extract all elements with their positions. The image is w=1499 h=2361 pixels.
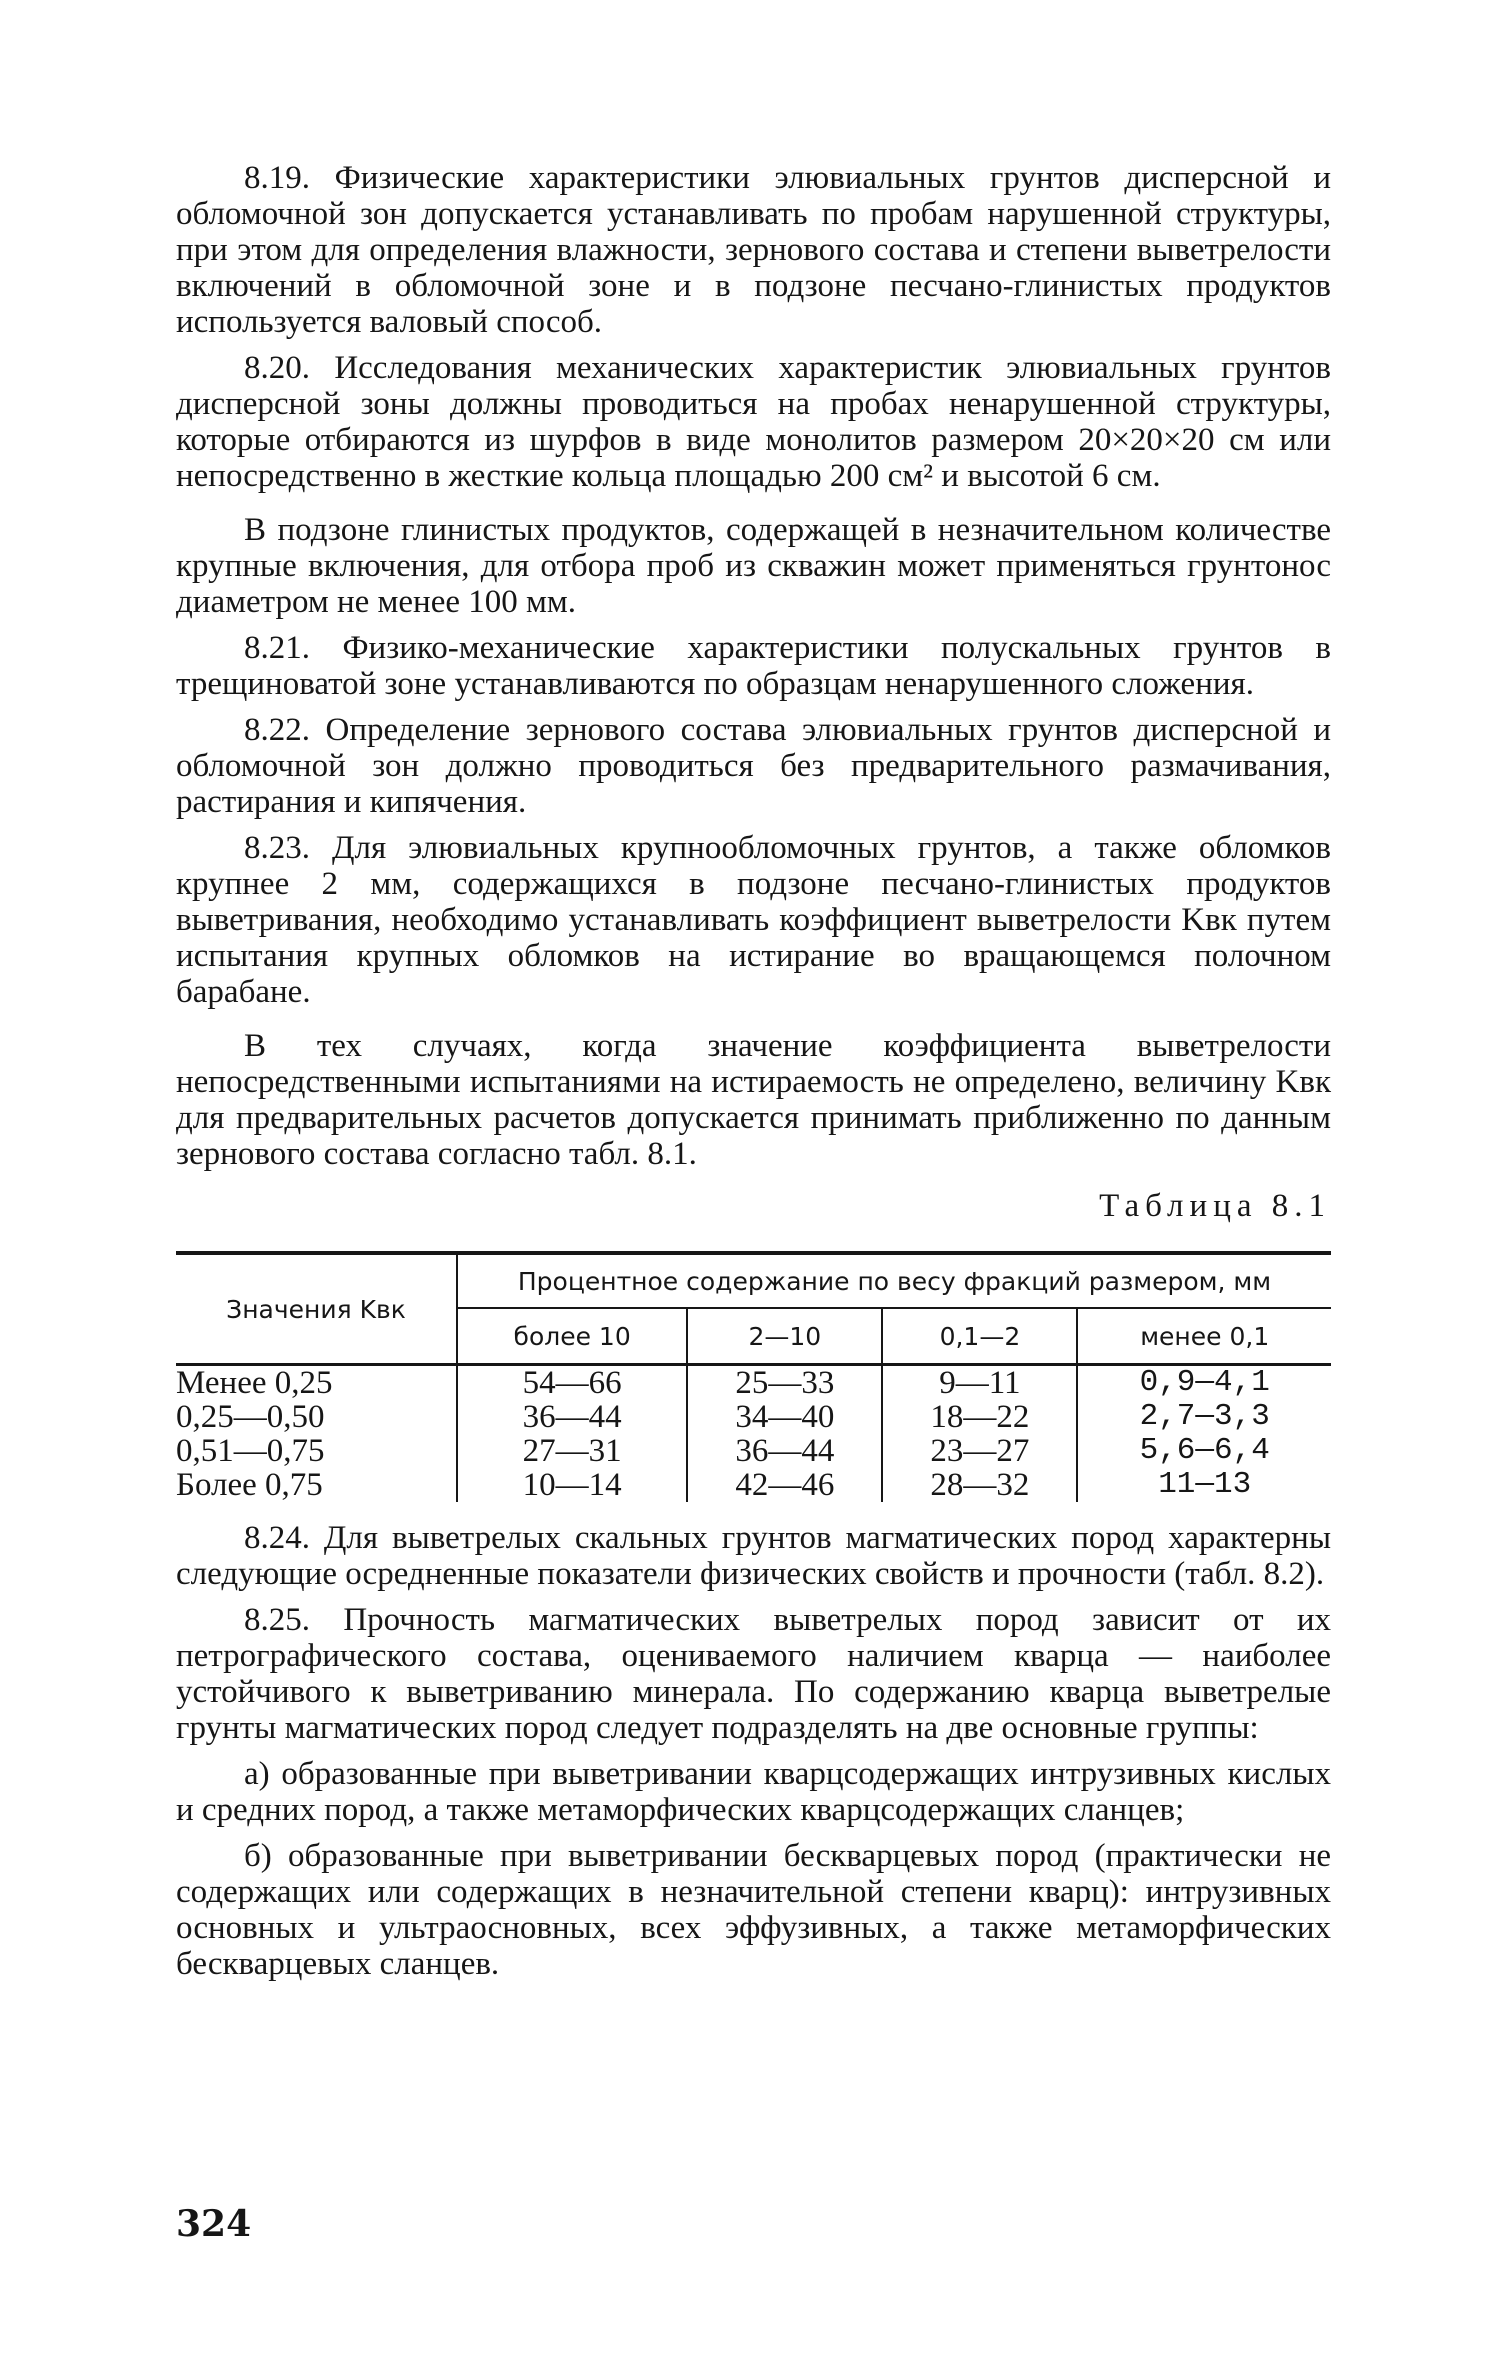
table-cell: 27—31 [522,1433,622,1469]
paragraph-8-19: 8.19. Физические характеристики элювиальных грунтов дисперсной и обломочной зон допускается устанавливать по пробам нарушенной структуры, при этом для определения влажности, зернового состава и степени выветрелости включений в обломочной зоне и в подзоне песчано-глинистых продуктов используется валовый способ. [176,160,1331,340]
paragraph-8-22: 8.22. Определение зернового состава элювиальных грунтов дисперсной и обломочной зон должно проводиться без предварительного размачивания, растирания и кипячения. [176,712,1331,820]
table-cell: 25—33 [735,1365,835,1401]
table-cell: 9—11 [939,1365,1021,1401]
header-fraction-content: Процентное содержание по весу фракций размером, мм [457,1253,1331,1308]
table-cell: 0,9—4,1 [1139,1365,1270,1400]
subheader-over-10: более 10 [457,1308,687,1365]
table-caption: Таблица 8.1 [1099,1188,1331,1224]
paragraph-8-24: 8.24. Для выветрелых скальных грунтов магматических пород характерны следующие осредненные показатели физических свойств и прочности (табл. 8.2). [176,1520,1331,1592]
table-cell: 2,7—3,3 [1139,1399,1270,1434]
subheader-under-0-1: менее 0,1 [1077,1308,1331,1365]
table-cell: 36—44 [735,1433,835,1469]
column-over-10 [457,1365,687,1503]
kvk-column [176,1365,457,1503]
table-cell: 36—44 [522,1399,622,1435]
table-cell: 10—14 [522,1467,622,1503]
row-label: 0,25—0,50 [176,1399,325,1435]
row-label: Менее 0,25 [176,1365,333,1401]
page-number: 324 [176,2203,252,2245]
table-8-1 [176,1251,1331,1502]
column-2-10 [687,1365,882,1503]
column-0-1-2 [882,1365,1077,1503]
table-cell: 28—32 [930,1467,1030,1503]
page-body [176,160,1331,1982]
table-cell: 5,6—6,4 [1139,1433,1270,1468]
subheader-0-1-2: 0,1—2 [882,1308,1077,1365]
table-cell: 34—40 [735,1399,835,1435]
paragraph-cases: В тех случаях, когда значение коэффициента выветрелости непосредственными испытаниями на истираемость не определено, величину Kвк для предварительных расчетов допускается принимать приближенно по данным зернового состава согласно табл. 8.1. [176,1028,1331,1172]
row-label: Более 0,75 [176,1467,323,1503]
paragraph-8-20: 8.20. Исследования механических характеристик элювиальных грунтов дисперсной зоны должны проводиться на пробах ненарушенной структуры, которые отбираются из шурфов в виде монолитов размером 20×20×20 см или непосредственно в жесткие кольца площадью 200 см² и высотой 6 см. [176,350,1331,494]
subheader-2-10: 2—10 [687,1308,882,1365]
paragraph-8-21: 8.21. Физико-механические характеристики полускальных грунтов в трещиноватой зоне устанавливаются по образцам ненарушенного сложения. [176,630,1331,702]
table-row [176,1365,1331,1503]
table-cell: 42—46 [735,1467,835,1503]
paragraph-8-23: 8.23. Для элювиальных крупнообломочных грунтов, а также обломков крупнее 2 мм, содержащихся в подзоне песчано-глинистых продуктов выветривания, необходимо устанавливать коэффициент выветрелости Kвк путем испытания крупных обломков на истирание во вращающемся полочном барабане. [176,830,1331,1010]
table-cell: 18—22 [930,1399,1030,1435]
paragraph-8-25: 8.25. Прочность магматических выветрелых пород зависит от их петрографического состава, оцениваемого наличием кварца — наиболее устойчивого к выветриванию минерала. По содержанию кварца выветрелые грунты магматических пород следует подразделять на две основные группы: [176,1602,1331,1746]
table-cell: 54—66 [522,1365,622,1401]
paragraph-subzone: В подзоне глинистых продуктов, содержащей в незначительном количестве крупные включения, для отбора проб из скважин может применяться грунтонос диаметром не менее 100 мм. [176,512,1331,620]
paragraph-group-b: б) образованные при выветривании бескварцевых пород (практически не содержащих или содержащих в незначительной степени кварц): интрузивных основных и ультраосновных, всех эффузивных, а также метаморфических бескварцевых сланцев. [176,1838,1331,1982]
table-cell: 11—13 [1158,1467,1252,1502]
header-kvk: Значения Kвк [176,1253,457,1365]
paragraph-group-a: а) образованные при выветривании кварцсодержащих интрузивных кислых и средних пород, а также метаморфических кварцсодержащих сланцев; [176,1756,1331,1828]
row-label: 0,51—0,75 [176,1433,325,1469]
column-under-0-1 [1077,1365,1331,1503]
table-cell: 23—27 [930,1433,1030,1469]
